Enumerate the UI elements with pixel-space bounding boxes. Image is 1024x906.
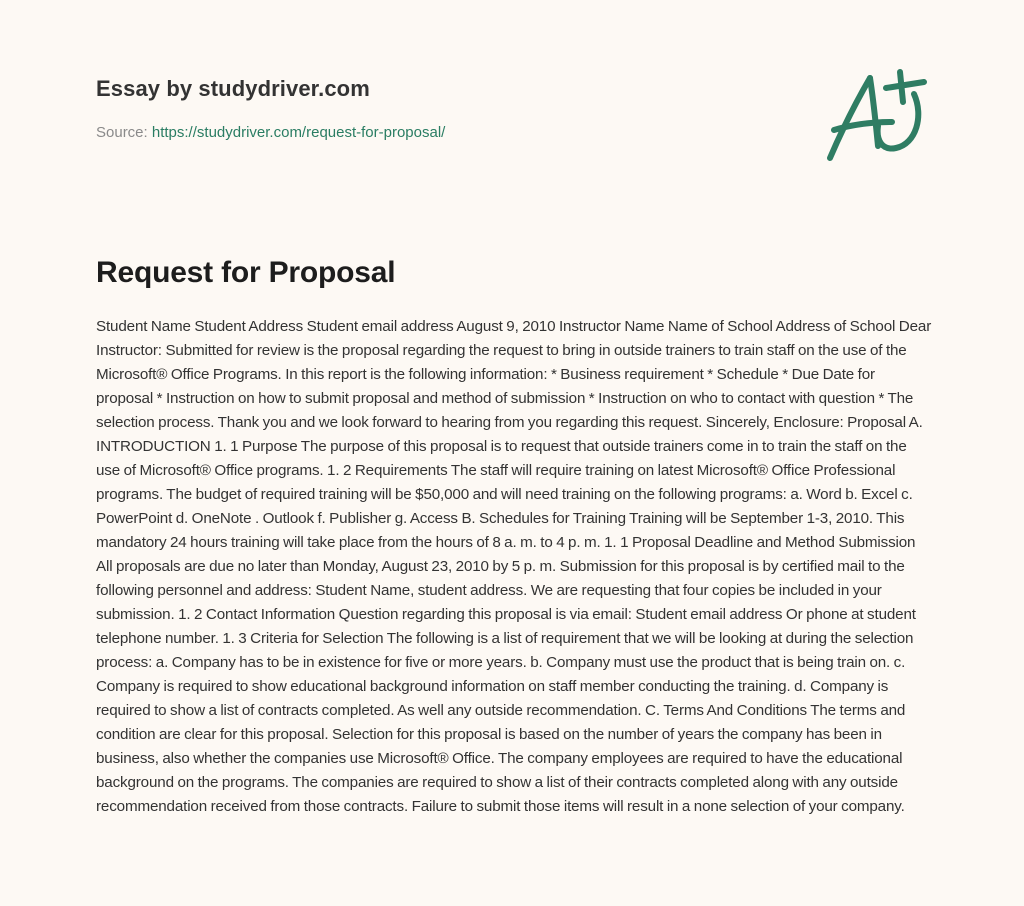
source-label: Source: <box>96 124 148 141</box>
essay-body-text: Student Name Student Address Student email address August 9, 2010 Instructor Name Name of School Address of School Dear Instructor: Submitted for review is the proposal regarding the request to bring in outside trainers to train staff on the use of the Microsoft® Office Programs. In this report is the following information: * Business requirement * Schedule * Due Date for proposal * Instruction on how to submit proposal and method of submission * Instruction on who to contact with question * The selection process. Thank you and we look forward to hearing from you regarding this request. Sincerely, Enclosure: Proposal A. INTRODUCTION 1. 1 Purpose The purpose of this proposal is to request that outside trainers come in to train the staff on the use of Microsoft® Office programs. 1. 2 Requirements The staff will require training on latest Microsoft® Office Professional programs. The budget of required training will be $50,000 and will need training on the following programs: a. Word b. Excel c. PowerPoint d. OneNote . Outlook f. Publisher g. Access B. Schedules for Training Training will be September 1-3, 2010. This mandatory 24 hours training will take place from the hours of 8 a. m. to 4 p. m. 1. 1 Proposal Deadline and Method Submission All proposals are due no later than Monday, August 23, 2010 by 5 p. m. Submission for this proposal is by certified mail to the following personnel and address: Student Name, student address. We are requesting that four copies be included in your submission. 1. 2 Contact Information Question regarding this proposal is via email: Student email address Or phone at student telephone number. 1. 3 Criteria for Selection The following is a list of requirement that we will be looking at during the selection process: a. Company has to be in existence for five or more years. b. Company must use the product that is being train on. c. Company is required to show educational background information on staff member conducting the training. d. Company is required to show a list of contracts completed. As well any outside recommendation. C. Terms And Conditions The terms and condition are clear for this proposal. Selection for this proposal is based on the number of years the company has been in business, also whether the companies use Microsoft® Office. The company employees are required to have the educational background on the programs. The companies are required to show a list of their contracts completed along with any outside recommendation received from those contracts. Failure to submit those items will result in a none selection of your company. <box>96 318 932 815</box>
source-line <box>96 124 445 141</box>
a-plus-grade-icon <box>820 64 930 168</box>
source-link[interactable]: https://studydriver.com/request-for-proposal/ <box>151 124 446 141</box>
document-title: Request for Proposal <box>96 256 396 289</box>
site-title: Essay by studydriver.com <box>96 76 370 101</box>
